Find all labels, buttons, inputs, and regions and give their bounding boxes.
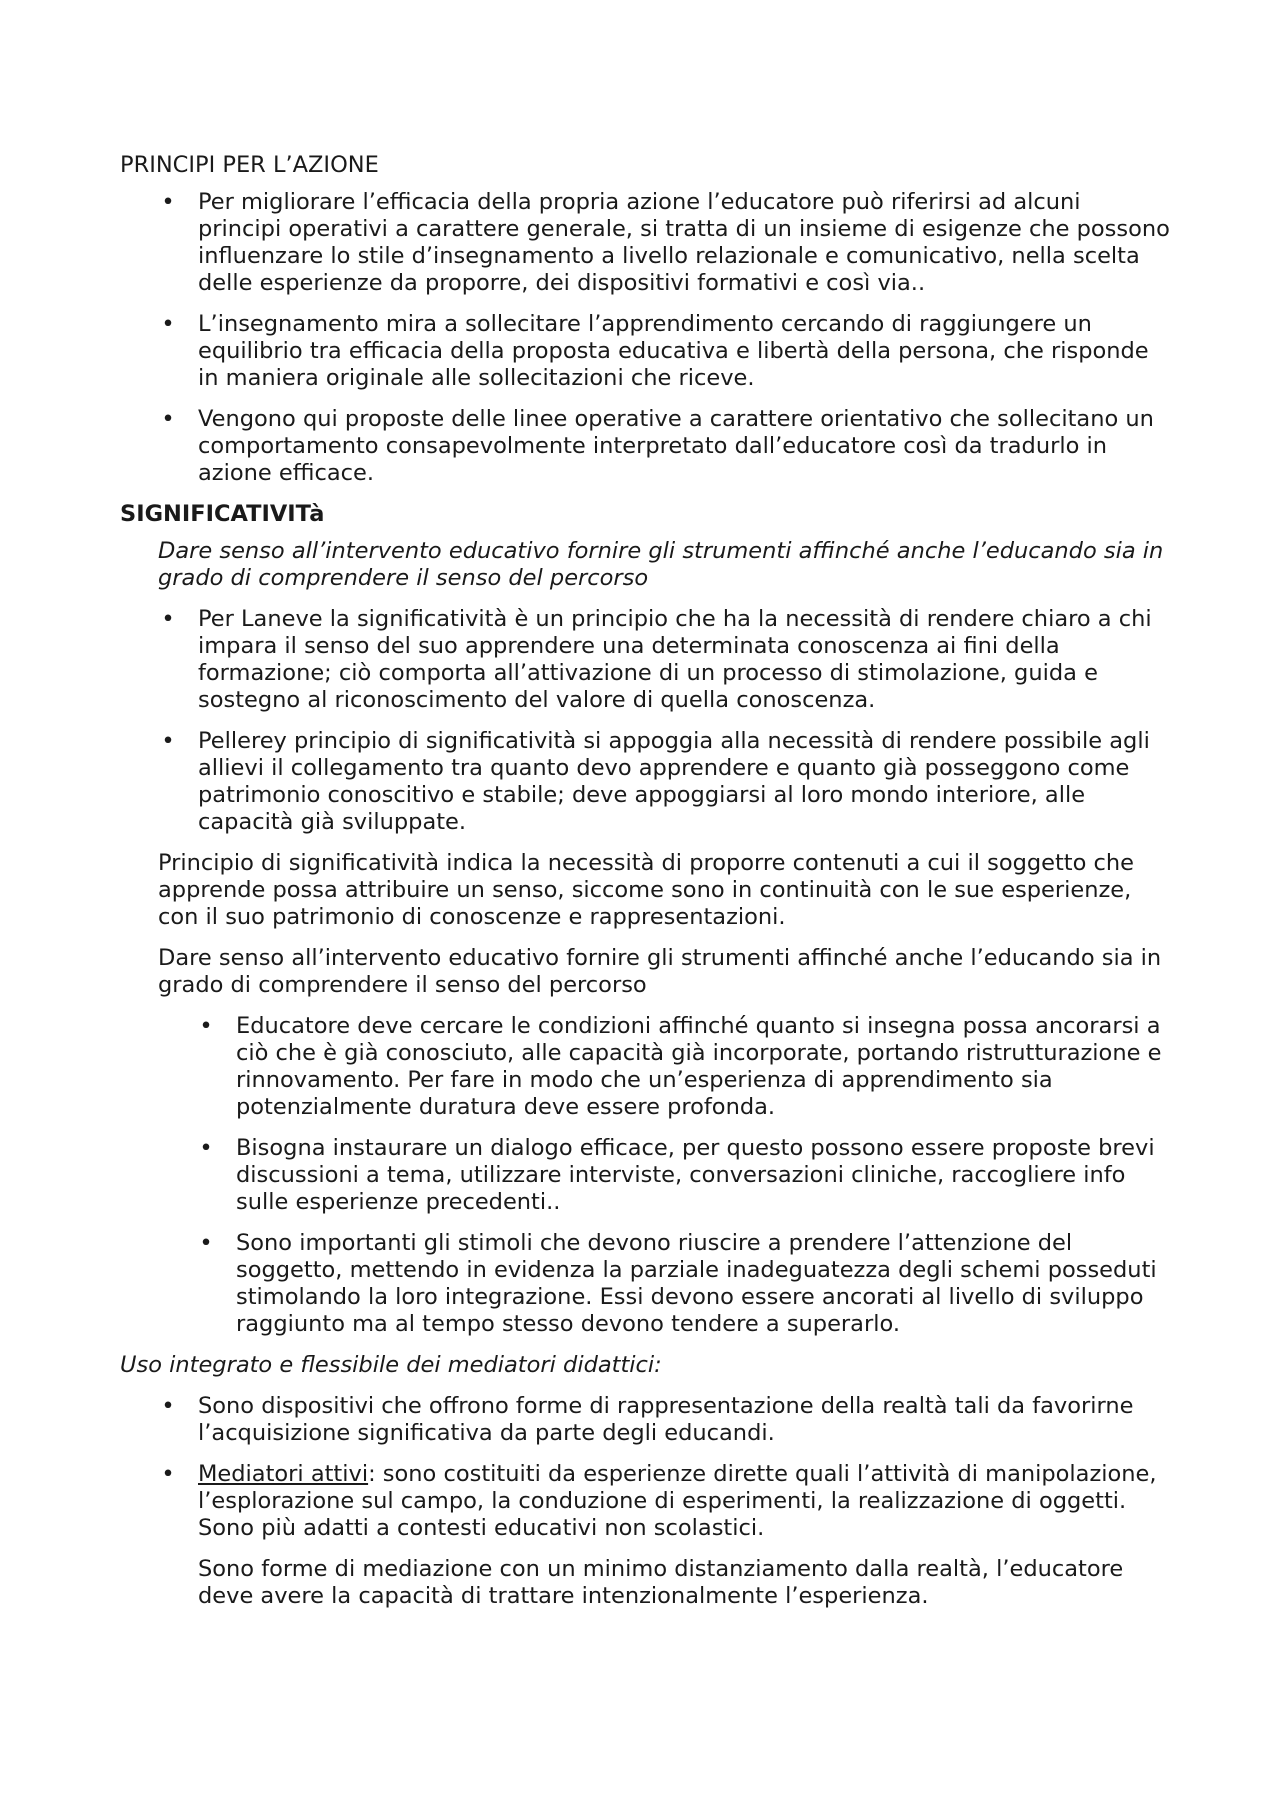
list-item-text: Vengono qui proposte delle linee operative a carattere orientativo che sollecitano un comportamento consapevolmente interpretato dall’educatore così da tradurlo in azione efficace. <box>198 406 1154 486</box>
list-item <box>120 1393 1170 1447</box>
underlined-term: Mediatori attivi <box>198 1461 369 1487</box>
list-item <box>120 189 1170 297</box>
section-intro-italic: Dare senso all’intervento educativo fornire gli strumenti affinché anche l’educando sia in grado di comprendere il senso del percorso <box>158 538 1164 591</box>
list-item <box>120 1461 1170 1610</box>
list-item-text: Per migliorare l’efficacia della propria azione l’educatore può riferirsi ad alcuni principi operativi a carattere generale, si tratta di un insieme di esigenze che possono influenzare lo stile d’insegnamento a livello relazionale e comunicativo, nella scelta delle esperienze da proporre, dei dispositivi formativi e così via.. <box>198 189 1170 296</box>
list-item <box>120 1013 1170 1121</box>
list-item-text: Sono dispositivi che offrono forme di rappresentazione della realtà tali da favorirne l’acquisizione significativa da parte degli educandi. <box>198 1393 1134 1446</box>
list-item-text: : sono costituiti da esperienze dirette quali l’attività di manipolazione, l’esplorazione sul campo, la conduzione di esperimenti, la realizzazione di oggetti. Sono più adatti a contesti educativi non scolastici. <box>198 1461 1157 1541</box>
document-content <box>120 152 1170 1624</box>
list-item <box>120 728 1170 836</box>
bullet-icon: • <box>161 311 175 337</box>
list-item-text: Sono importanti gli stimoli che devono riuscire a prendere l’attenzione del soggetto, mettendo in evidenza la parziale inadeguatezza degli schemi posseduti stimolando la loro integrazione. Essi devono essere ancorati al livello di sviluppo raggiunto ma al tempo stesso devono tendere a superarlo. <box>236 1230 1157 1337</box>
paragraph-dare-senso: Dare senso all’intervento educativo fornire gli strumenti affinché anche l’educando sia in grado di comprendere il senso del percorso <box>158 945 1162 998</box>
bullet-icon: • <box>161 606 175 632</box>
bullet-icon: • <box>161 406 175 432</box>
bullet-icon: • <box>161 1393 175 1419</box>
bullet-icon: • <box>199 1013 213 1039</box>
list-item <box>120 1135 1170 1216</box>
list-item-text: Bisogna instaurare un dialogo efficace, per questo possono essere proposte brevi discussioni a tema, utilizzare interviste, conversazioni cliniche, raccogliere info sulle esperienze precedenti.. <box>236 1135 1155 1215</box>
list-item-text: Per Laneve la significatività è un principio che ha la necessità di rendere chiaro a chi impara il senso del suo apprendere una determinata conoscenza ai fini della formazione; ciò comporta all’attivazione di un processo di stimolazione, guida e sostegno al riconoscimento del valore di quella conoscenza. <box>198 606 1152 713</box>
list-item <box>120 311 1170 392</box>
bullet-list-mediatori <box>120 1393 1170 1610</box>
bullet-icon: • <box>161 189 175 215</box>
list-item <box>120 606 1170 714</box>
list-item-text: L’insegnamento mira a sollecitare l’apprendimento cercando di raggiungere un equilibrio tra efficacia della proposta educativa e libertà della persona, che risponde in maniera originale alle sollecitazioni che riceve. <box>198 311 1149 391</box>
bullet-icon: • <box>161 728 175 754</box>
list-item-text: Pellerey principio di significatività si appoggia alla necessità di rendere possibile agli allievi il collegamento tra quanto devo apprendere e quanto già posseggono come patrimonio conoscitivo e stabile; deve appoggiarsi al loro mondo interiore, alle capacità già sviluppate. <box>198 728 1150 835</box>
list-item <box>120 1230 1170 1338</box>
section-title-significativita: SIGNIFICATIVITà <box>120 501 325 527</box>
list-item <box>120 406 1170 487</box>
paragraph-principio: Principio di significatività indica la necessità di proporre contenuti a cui il soggetto che apprende possa attribuire un senso, siccome sono in continuità con le sue esperienze, con il suo patrimonio di conoscenze e rappresentazioni. <box>158 850 1135 930</box>
bullet-icon: • <box>161 1461 175 1487</box>
list-item-text: Educatore deve cercare le condizioni affinché quanto si insegna possa ancorarsi a ciò che è già conosciuto, alle capacità già incorporate, portando ristrutturazione e rinnovamento. Per fare in modo che un’esperienza di apprendimento sia potenzialmente duratura deve essere profonda. <box>236 1013 1162 1120</box>
bullet-list-principi <box>120 189 1170 487</box>
bullet-icon: • <box>199 1135 213 1161</box>
section-title-principi: PRINCIPI PER L’AZIONE <box>120 152 379 178</box>
list-item-subparagraph: Sono forme di mediazione con un minimo distanziamento dalla realtà, l’educatore deve avere la capacità di trattare intenzionalmente l’esperienza. <box>198 1556 1124 1609</box>
bullet-icon: • <box>199 1230 213 1256</box>
bullet-list-significativita <box>120 606 1170 836</box>
nested-bullet-list <box>120 1013 1170 1338</box>
section-title-mediatori: Uso integrato e flessibile dei mediatori didattici: <box>120 1352 662 1378</box>
